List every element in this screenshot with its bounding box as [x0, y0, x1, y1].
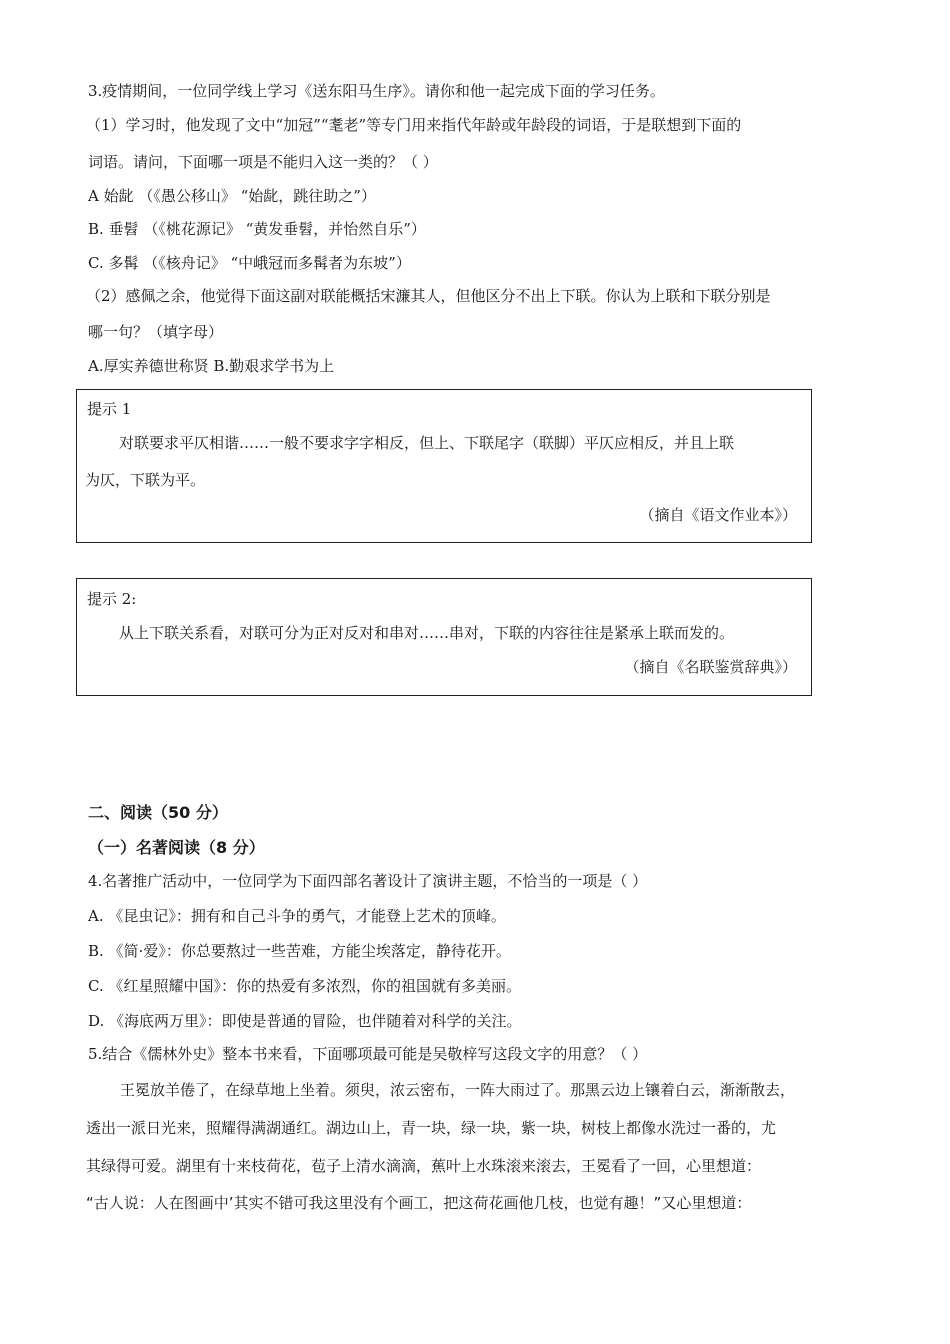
- q5-passage-line-2: 透出一派日光来，照耀得满湖通红。湖边山上，青一块，绿一块，紫一块，树枝上都像水洗过一番的，尤: [86, 1119, 777, 1137]
- section-2-subheading: （一）名著阅读（8 分）: [88, 838, 265, 857]
- hint-box-2: [76, 578, 812, 696]
- q3-sub1-line1: （1）学习时，他发现了文中“加冠”“耄老”等专门用来指代年龄或年龄段的词语，于是联想到下面的: [86, 116, 742, 134]
- q5-passage-line-1: 王冕放羊倦了，在绿草地上坐着。须臾，浓云密布，一阵大雨过了。那黑云边上镶着白云，渐渐散去，: [120, 1081, 796, 1099]
- hint-box-1: [76, 389, 812, 543]
- q5-passage-line-3: 其绿得可爱。湖里有十来枝荷花，苞子上清水滴滴，蕉叶上水珠滚来滚去，王冕看了一回，心里想道：: [86, 1157, 762, 1175]
- q3-stem: 3.疫情期间，一位同学线上学习《送东阳马生序》。请你和他一起完成下面的学习任务。: [88, 82, 665, 100]
- hint-1-line-1: 对联要求平仄相谐……一般不要求字字相反，但上、下联尾字（联脚）平仄应相反，并且上联: [119, 434, 735, 452]
- hint-1-source: （摘自《语文作业本》）: [639, 506, 797, 524]
- hint-2-source: （摘自《名联鉴赏辞典》）: [624, 658, 797, 676]
- hint-1-title: 提示 1: [87, 400, 132, 418]
- q4-option-b: B. 《简·爱》：你总要熬过一些苦难，方能尘埃落定，静待花开。: [88, 942, 511, 960]
- q3-option-a: A 始龀 （《愚公移山》 “始龀，跳往助之”）: [88, 187, 376, 205]
- hint-1-line-2: 为仄，下联为平。: [85, 471, 206, 489]
- q3-option-c: C. 多髯 （《核舟记》 “中峨冠而多髯者为东坡”）: [88, 254, 411, 272]
- q3-sub2-line1: （2）感佩之余，他觉得下面这副对联能概括宋濂其人，但他区分不出上下联。你认为上联和下联分别是: [86, 287, 771, 305]
- q5-stem: 5.结合《儒林外史》整本书来看，下面哪项最可能是吴敬梓写这段文字的用意？（ ）: [88, 1045, 648, 1063]
- q4-option-a: A. 《昆虫记》：拥有和自己斗争的勇气，才能登上艺术的顶峰。: [88, 907, 506, 925]
- q4-option-c: C. 《红星照耀中国》：你的热爱有多浓烈，你的祖国就有多美丽。: [88, 977, 521, 995]
- hint-2-line-1: 从上下联关系看，对联可分为正对反对和串对……串对，下联的内容往往是紧承上联而发的。: [119, 624, 735, 642]
- q3-sub1-line2: 词语。请问，下面哪一项是不能归入这一类的？（ ）: [88, 153, 438, 171]
- q4-stem: 4.名著推广活动中，一位同学为下面四部名著设计了演讲主题，不恰当的一项是（ ）: [88, 872, 648, 890]
- hint-2-title: 提示 2:: [87, 590, 137, 608]
- section-2-heading: 二、阅读（50 分）: [88, 803, 228, 822]
- q4-option-d: D. 《海底两万里》：即使是普通的冒险，也伴随着对科学的关注。: [88, 1012, 522, 1030]
- q3-option-b: B. 垂髫 （《桃花源记》 “黄发垂髫，并怡然自乐”）: [88, 220, 426, 238]
- q5-passage-line-4: “古人说：人在图画中’其实不错可我这里没有个画工，把这荷花画他几枝，也觉有趣！”又心里想道：: [86, 1194, 752, 1212]
- q3-couplet-options: A.厚实养德世称贤 B.勤艰求学书为上: [88, 357, 335, 375]
- q3-sub2-line2: 哪一句？（填字母）: [88, 323, 224, 341]
